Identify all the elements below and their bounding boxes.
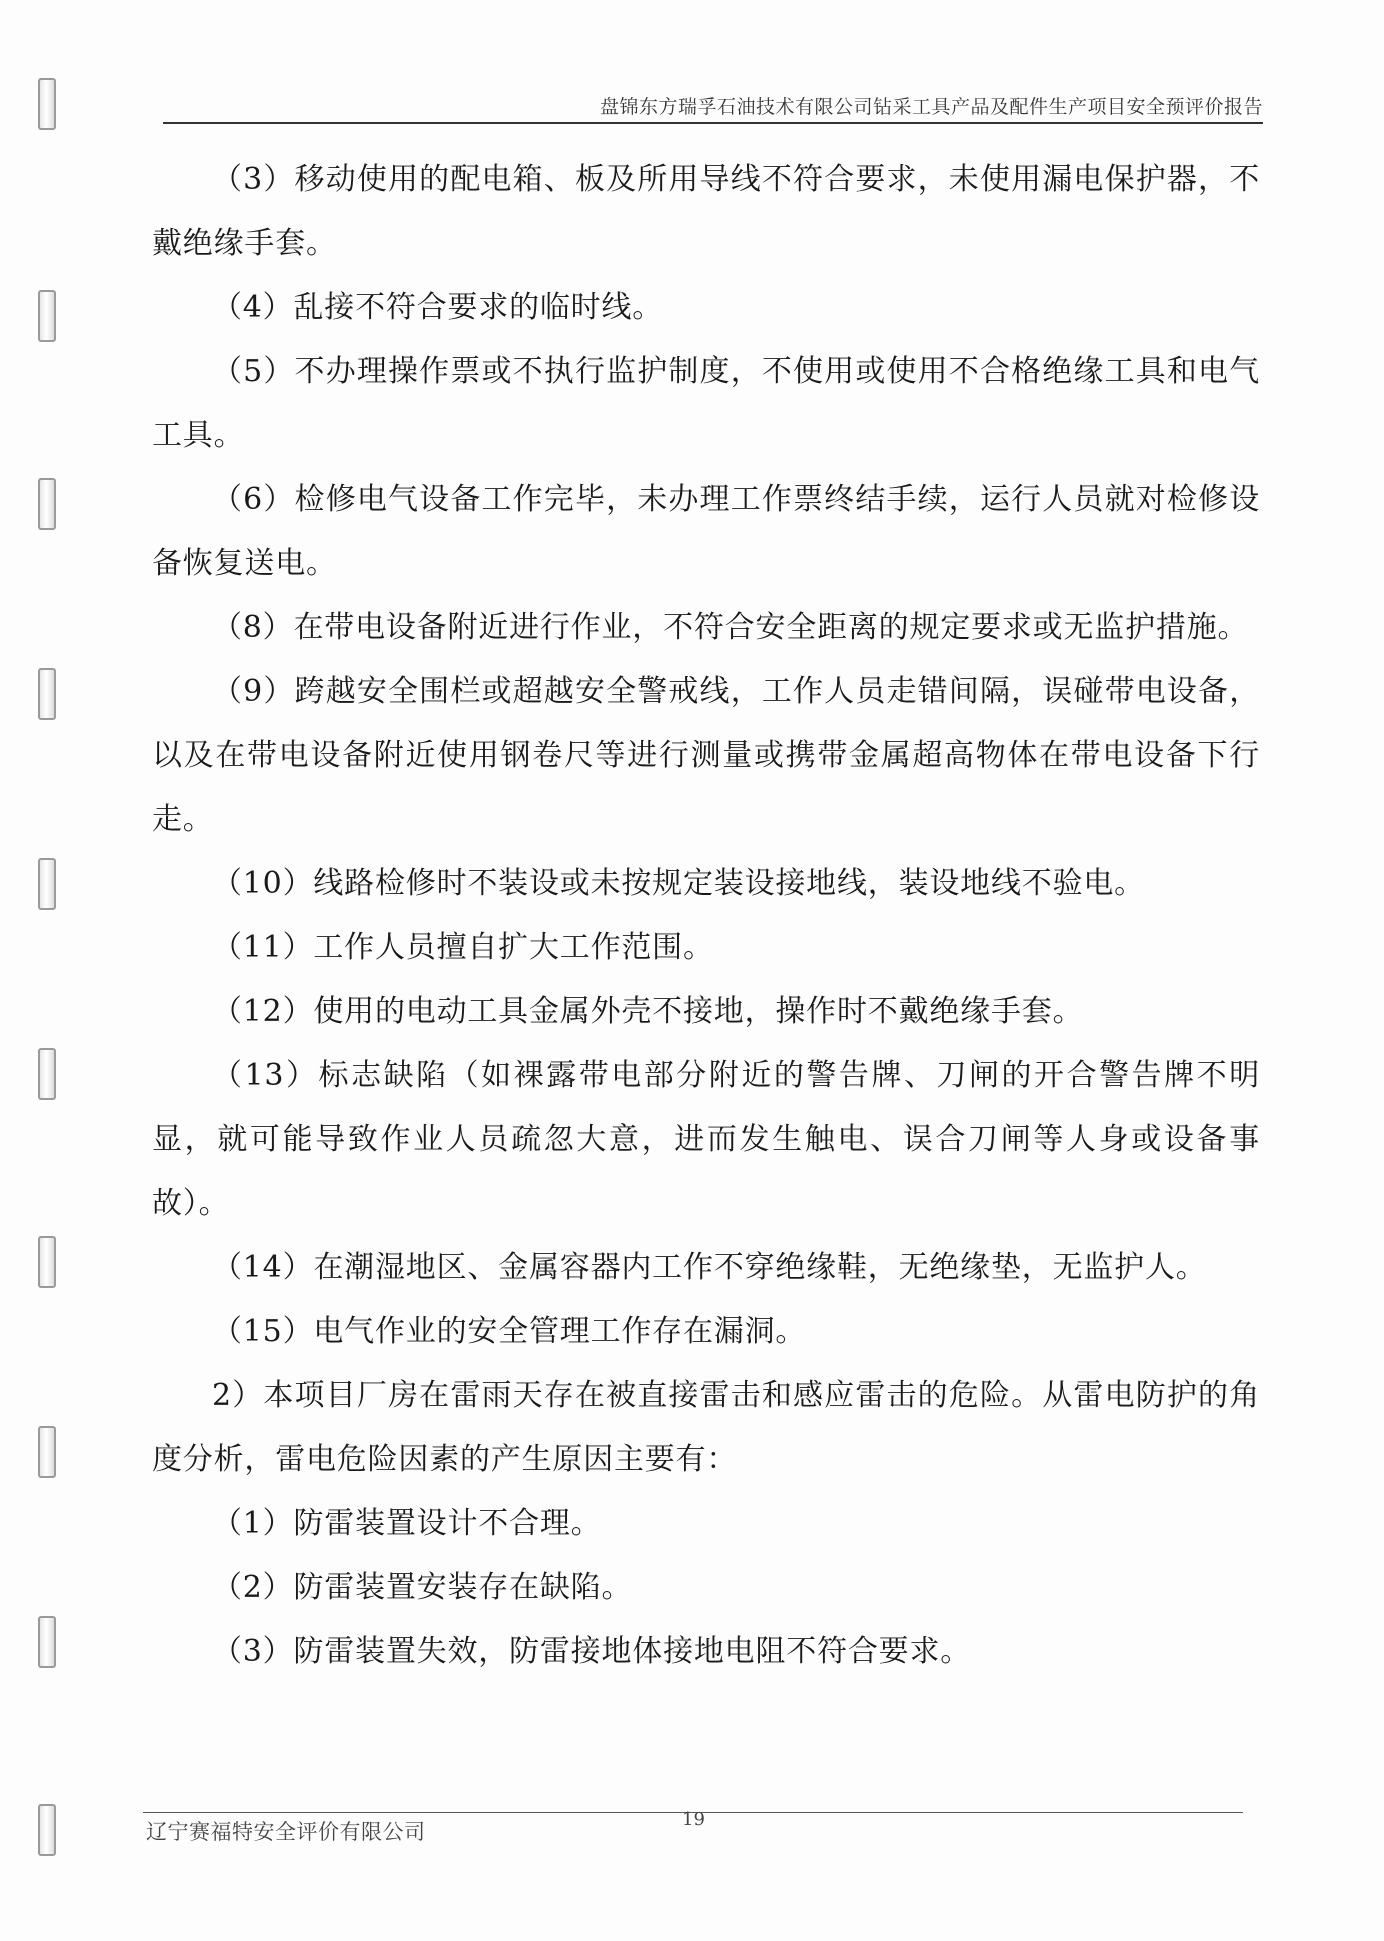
body-text bbox=[152, 148, 1260, 1684]
list-item: （14）在潮湿地区、金属容器内工作不穿绝缘鞋，无绝缘垫，无监护人。 bbox=[212, 1250, 1207, 1285]
list-item: （11）工作人员擅自扩大工作范围。 bbox=[212, 930, 714, 965]
page-header-title: 盘锦东方瑞孚石油技术有限公司钻采工具产品及配件生产项目安全预评价报告 bbox=[599, 96, 1263, 118]
header-divider bbox=[163, 122, 1263, 124]
list-item: （5）不办理操作票或不执行监护制度，不使用或使用不合格绝缘工具和电气工具。 bbox=[152, 354, 1260, 453]
binding-hole bbox=[38, 78, 56, 130]
list-item: （8）在带电设备附近进行作业，不符合安全距离的规定要求或无监护措施。 bbox=[212, 610, 1249, 645]
binding-hole bbox=[38, 668, 56, 720]
binding-hole bbox=[38, 1426, 56, 1478]
list-item: （3）移动使用的配电箱、板及所用导线不符合要求，未使用漏电保护器，不戴绝缘手套。 bbox=[152, 162, 1260, 261]
list-item: （13）标志缺陷（如裸露带电部分附近的警告牌、刀闸的开合警告牌不明显，就可能导致作业人员疏忽大意，进而发生触电、误合刀闸等人身或设备事故）。 bbox=[152, 1058, 1260, 1221]
list-item: （9）跨越安全围栏或超越安全警戒线，工作人员走错间隔，误碰带电设备，以及在带电设备附近使用钢卷尺等进行测量或携带金属超高物体在带电设备下行走。 bbox=[152, 674, 1260, 837]
list-item: （12）使用的电动工具金属外壳不接地，操作时不戴绝缘手套。 bbox=[212, 994, 1084, 1029]
list-item: （10）线路检修时不装设或未按规定装设接地线，装设地线不验电。 bbox=[212, 866, 1145, 901]
page-number: 19 bbox=[682, 1809, 705, 1830]
binding-hole bbox=[38, 1616, 56, 1668]
list-item: （4）乱接不符合要求的临时线。 bbox=[212, 290, 664, 325]
list-item: （6）检修电气设备工作完毕，未办理工作票终结手续，运行人员就对检修设备恢复送电。 bbox=[152, 482, 1260, 581]
list-item: （15）电气作业的安全管理工作存在漏洞。 bbox=[212, 1314, 807, 1349]
section-paragraph: 2）本项目厂房在雷雨天存在被直接雷击和感应雷击的危险。从雷电防护的角度分析，雷电危险因素的产生原因主要有： bbox=[152, 1378, 1260, 1477]
binding-hole bbox=[38, 290, 56, 342]
binding-hole bbox=[38, 478, 56, 530]
list-item: （1）防雷装置设计不合理。 bbox=[212, 1506, 602, 1541]
list-item: （3）防雷装置失效，防雷接地体接地电阻不符合要求。 bbox=[212, 1634, 972, 1669]
binding-hole bbox=[38, 1236, 56, 1288]
binding-hole bbox=[38, 1048, 56, 1100]
binding-hole bbox=[38, 1804, 56, 1856]
footer-company-name: 辽宁赛福特安全评价有限公司 bbox=[146, 1820, 426, 1844]
binding-hole bbox=[38, 858, 56, 910]
list-item: （2）防雷装置安装存在缺陷。 bbox=[212, 1570, 633, 1605]
